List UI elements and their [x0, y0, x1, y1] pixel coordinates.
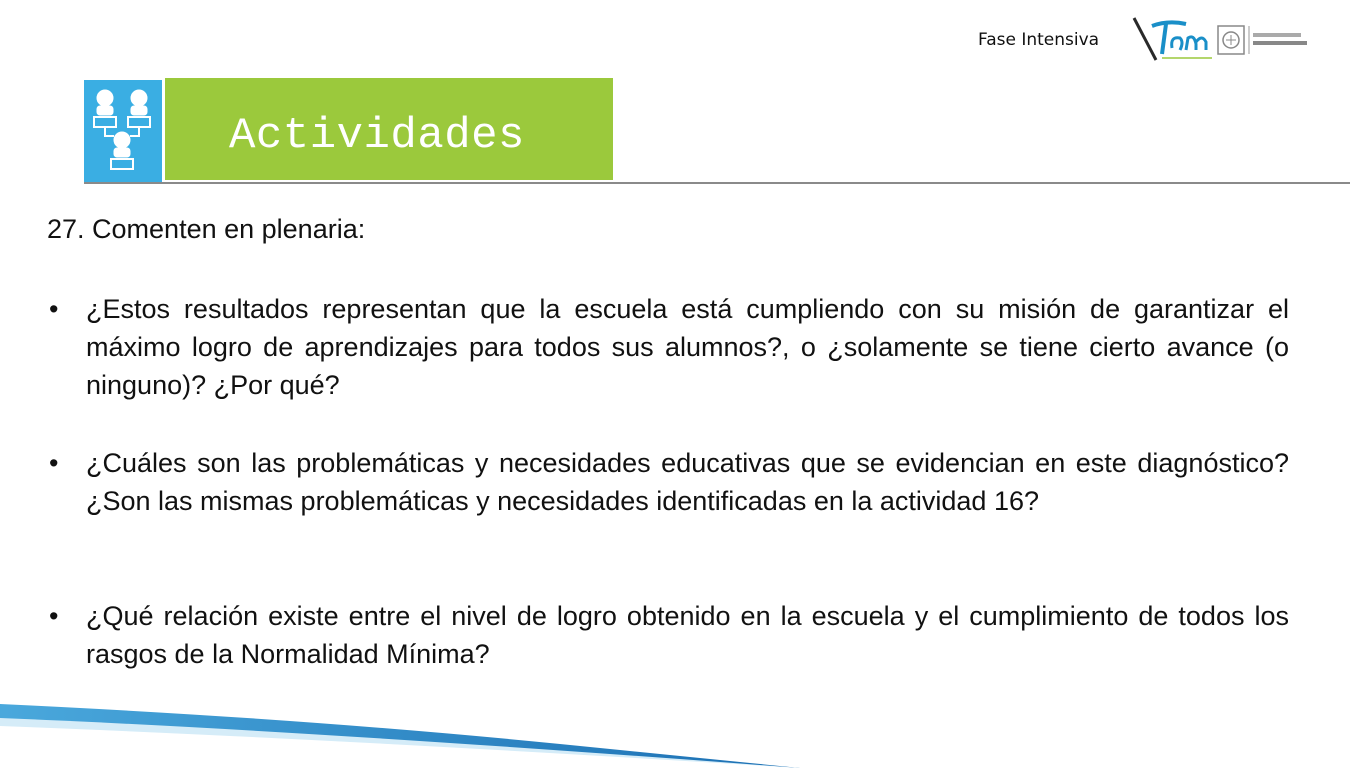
list-item [49, 597, 1289, 673]
decorative-wave [0, 696, 800, 768]
header-label: Fase Intensiva [978, 30, 1100, 50]
list-item [49, 290, 1289, 404]
group-people-icon [84, 80, 162, 182]
banner-title: Actividades [229, 111, 525, 161]
tam-logo [1128, 14, 1220, 66]
bullet-text: ¿Estos resultados representan que la escuela está cumpliendo con su misión de garantizar el máximo logro de aprendizajes para todos sus alumnos?, o ¿solamente se tiene cierto avance (o ninguno)? ¿Por qué? [86, 294, 1289, 400]
bullet-marker: • [49, 294, 59, 324]
secretaria-educacion-logo [1217, 22, 1309, 58]
header-divider [84, 182, 1350, 184]
group-icon-box [84, 80, 162, 182]
list-item [49, 444, 1289, 520]
bullet-text: ¿Cuáles son las problemáticas y necesidades educativas que se evidencian en este diagnóstico? ¿Son las mismas problemáticas y necesidades identificadas en la actividad 16? [86, 448, 1289, 516]
activities-banner [165, 78, 613, 180]
bullet-marker: • [49, 448, 59, 478]
bullet-marker: • [49, 601, 59, 631]
bullet-text: ¿Qué relación existe entre el nivel de logro obtenido en la escuela y el cumplimiento de todos los rasgos de la Normalidad Mínima? [86, 601, 1289, 669]
activity-heading: 27. Comenten en plenaria: [47, 214, 366, 244]
